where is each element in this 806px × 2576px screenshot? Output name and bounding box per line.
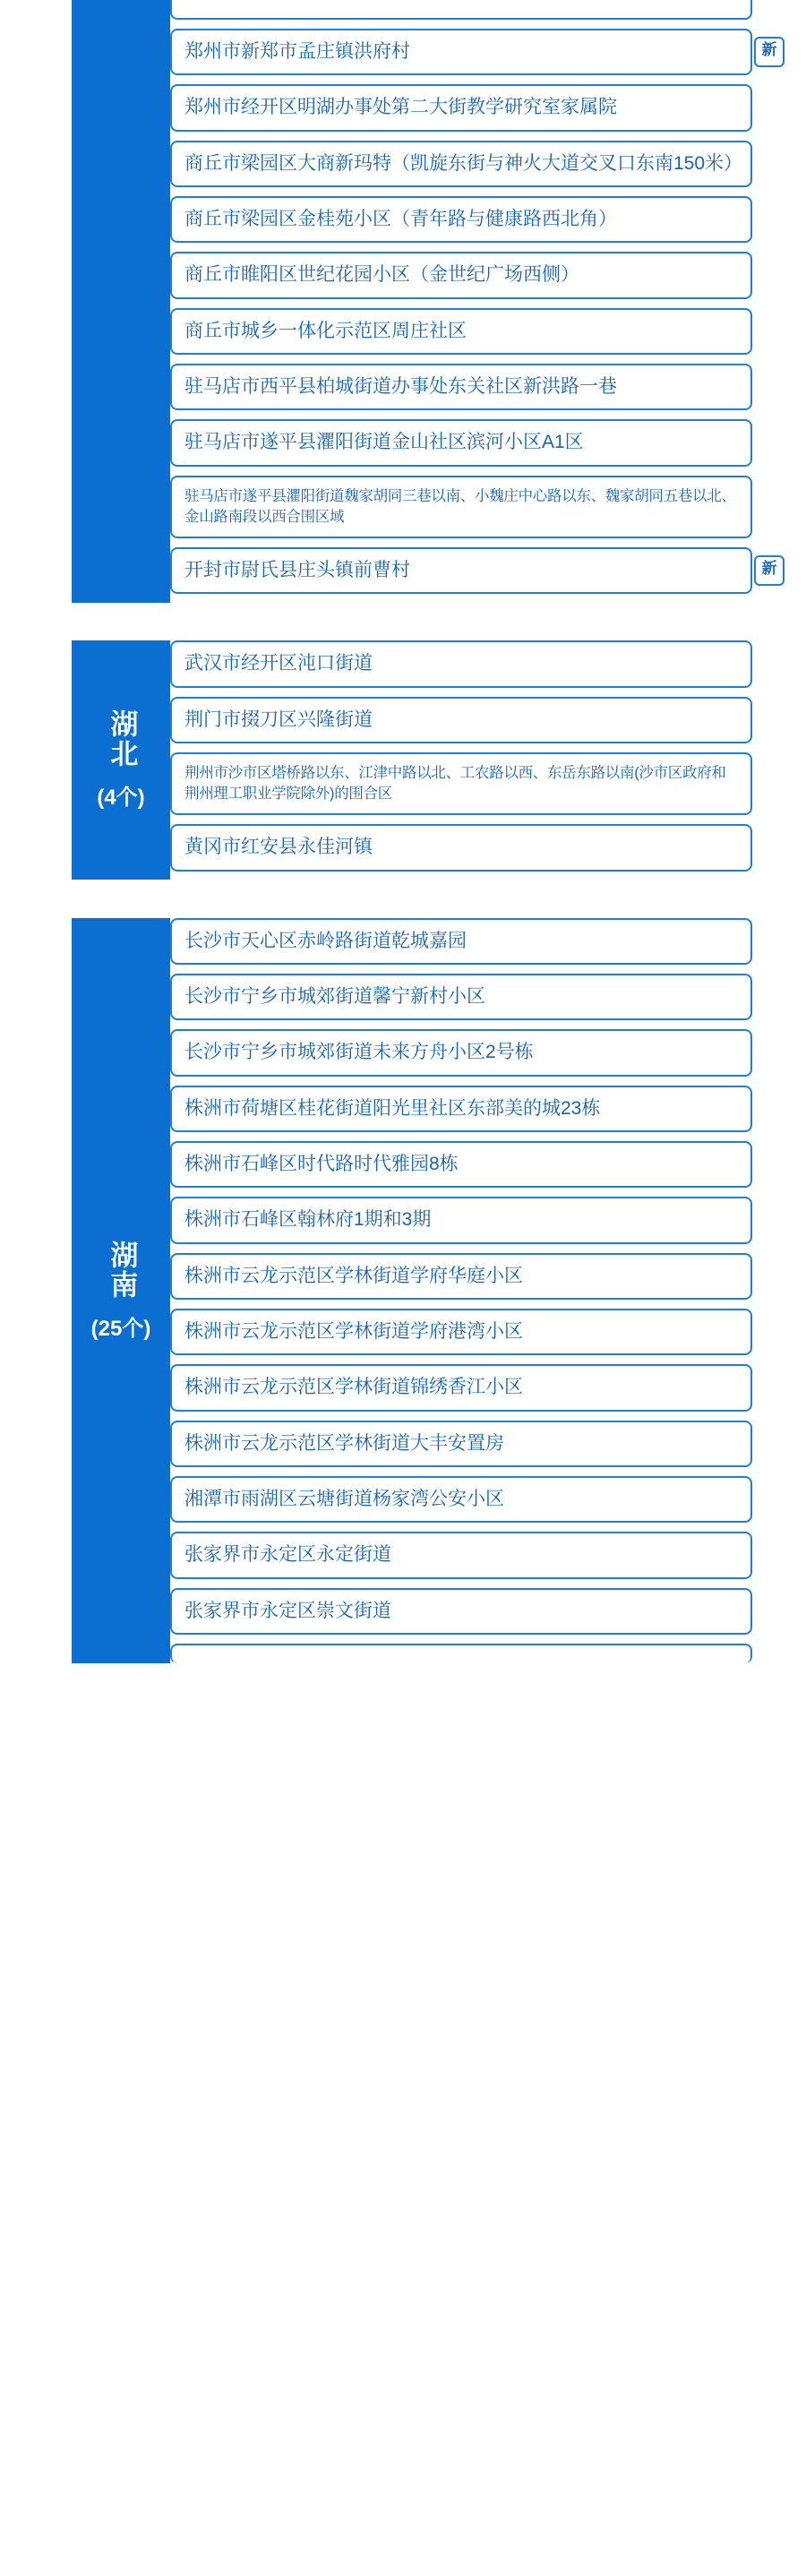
area-item[interactable] bbox=[170, 252, 752, 298]
area-item[interactable] bbox=[170, 0, 752, 20]
province-rail bbox=[72, 640, 170, 880]
area-item[interactable] bbox=[170, 308, 752, 355]
new-badge: 新 bbox=[754, 37, 785, 67]
area-item-label: 株洲市云龙示范区学林街道学府港湾小区 bbox=[184, 1320, 523, 1342]
area-item-label: 株洲市石峰区时代路时代雅园8栋 bbox=[184, 1153, 459, 1174]
province-rail-inner bbox=[72, 640, 170, 880]
province-rail bbox=[72, 0, 170, 603]
group-gap bbox=[0, 603, 806, 640]
area-item-label: 湘潭市雨湖区云塘街道杨家湾公安小区 bbox=[184, 1488, 504, 1509]
area-item[interactable] bbox=[170, 1644, 752, 1663]
area-item[interactable] bbox=[170, 697, 752, 743]
province-count: (25个) bbox=[90, 1316, 151, 1341]
new-badge: 新 bbox=[754, 555, 785, 586]
area-item-label: 株洲市云龙示范区学林街道锦绣香江小区 bbox=[184, 1377, 523, 1398]
area-item-label: 驻马店市遂平县灈阳街道金山社区滨河小区A1区 bbox=[184, 432, 584, 453]
area-item-label: 郑州市经开区明湖办事处第二大街教学研究室家属院 bbox=[184, 97, 617, 118]
area-item-label: 长沙市宁乡市城郊街道未来方舟小区2号栋 bbox=[184, 1042, 534, 1063]
area-item[interactable] bbox=[170, 1364, 752, 1411]
province-rail-inner bbox=[72, 918, 170, 1663]
area-item[interactable] bbox=[170, 1588, 752, 1635]
area-item-label: 荆门市掇刀区兴隆街道 bbox=[184, 708, 373, 730]
area-item-list bbox=[170, 640, 806, 880]
area-item[interactable] bbox=[170, 752, 752, 815]
area-item-label: 武汉市经开区沌口街道 bbox=[184, 653, 373, 674]
area-item[interactable] bbox=[170, 84, 752, 131]
area-item-label: 株洲市荷塘区桂花街道阳光里社区东部美的城23栋 bbox=[184, 1097, 601, 1119]
province-name: 湖南 bbox=[106, 1240, 138, 1300]
area-item[interactable] bbox=[170, 824, 752, 871]
area-item-label: 长沙市天心区赤岭路街道乾城嘉园 bbox=[184, 930, 467, 951]
area-item[interactable] bbox=[170, 640, 752, 687]
area-item-label: 株洲市云龙示范区学林街道大丰安置房 bbox=[184, 1432, 504, 1454]
area-item[interactable] bbox=[170, 1197, 752, 1243]
area-item-label: 商丘市梁园区金桂苑小区（青年路与健康路西北角） bbox=[184, 209, 617, 230]
area-item[interactable] bbox=[170, 1253, 752, 1300]
area-item[interactable] bbox=[170, 196, 752, 243]
area-item-label: 黄冈市红安县永佳河镇 bbox=[184, 837, 373, 858]
area-item[interactable] bbox=[170, 1141, 752, 1188]
area-item-label: 株洲市云龙示范区学林街道学府华庭小区 bbox=[184, 1265, 523, 1286]
area-item-label: 商丘市城乡一体化示范区周庄社区 bbox=[184, 320, 467, 341]
area-item-list bbox=[170, 918, 806, 1663]
province-rail-inner bbox=[72, 0, 170, 603]
province-count: (4个) bbox=[97, 786, 145, 810]
province-name: 湖北 bbox=[106, 709, 138, 769]
province-rail bbox=[72, 918, 170, 1663]
area-item[interactable] bbox=[170, 419, 752, 466]
area-item-list bbox=[170, 0, 806, 603]
area-item[interactable] bbox=[170, 547, 777, 594]
area-item[interactable] bbox=[170, 918, 752, 965]
area-item-label: 商丘市睢阳区世纪花园小区（金世纪广场西侧） bbox=[184, 264, 579, 286]
area-item[interactable] bbox=[170, 141, 752, 187]
area-item-label: 张家界市永定区崇文街道 bbox=[184, 1600, 391, 1621]
area-item-label: 驻马店市遂平县灈阳街道魏家胡同三巷以南、小魏庄中心路以东、魏家胡同五巷以北、金山路南段以西合围区域 bbox=[184, 487, 736, 525]
area-item[interactable] bbox=[170, 1086, 752, 1132]
area-item[interactable] bbox=[170, 476, 752, 538]
area-item[interactable] bbox=[170, 364, 752, 410]
area-item-label: 商丘市梁园区大商新玛特（凯旋东街与神火大道交叉口东南150米） bbox=[184, 152, 743, 174]
area-item-label: 张家界市永定区永定街道 bbox=[184, 1544, 391, 1566]
area-item[interactable] bbox=[170, 974, 752, 1020]
area-item[interactable] bbox=[170, 1476, 752, 1523]
area-item-label: 株洲市石峰区翰林府1期和3期 bbox=[184, 1209, 432, 1231]
area-item-label: 开封市尉氏县庄头镇前曹村 bbox=[184, 559, 410, 580]
area-item[interactable] bbox=[170, 29, 777, 75]
area-item-label: 郑州市新郑市孟庄镇洪府村 bbox=[184, 41, 410, 62]
area-item[interactable] bbox=[170, 1029, 752, 1076]
area-item-label: 荆州市沙市区塔桥路以东、江津中路以北、工农路以西、东岳东路以南(沙市区政府和荆州理工职业学院除外)的围合区 bbox=[184, 764, 726, 803]
area-item-label: 驻马店市西平县柏城街道办事处东关社区新洪路一巷 bbox=[184, 376, 617, 398]
group-gap bbox=[0, 880, 806, 918]
area-item[interactable] bbox=[170, 1532, 752, 1578]
area-item-label: 长沙市宁乡市城郊街道馨宁新村小区 bbox=[184, 985, 485, 1007]
area-item[interactable] bbox=[170, 1421, 752, 1467]
area-item[interactable] bbox=[170, 1309, 752, 1355]
